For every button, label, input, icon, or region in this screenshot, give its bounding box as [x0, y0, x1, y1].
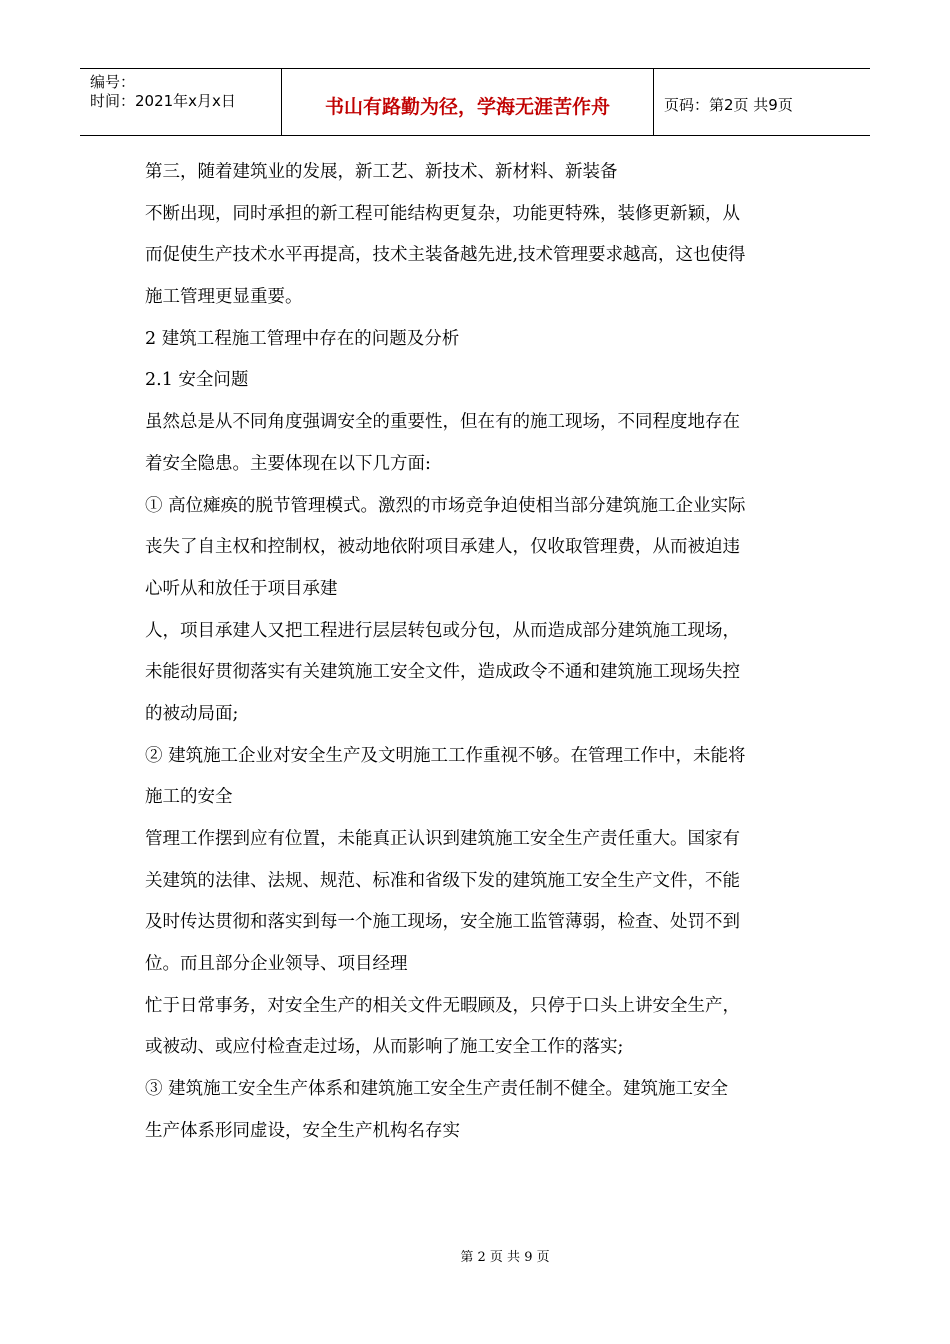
header-motto-cell: [282, 69, 654, 135]
body-line: 而促使生产技术水平再提高，技术主装备越先进,技术管理要求越高，这也使得: [145, 245, 746, 266]
body-line: 虽然总是从不同角度强调安全的重要性，但在有的施工现场，不同程度地存在: [145, 412, 740, 433]
body-line: 或被动、或应付检查走过场，从而影响了施工安全工作的落实;: [145, 1037, 624, 1058]
body-line: 着安全隐患。主要体现在以下几方面:: [145, 453, 431, 474]
body-line: 第三，随着建筑业的发展，新工艺、新技术、新材料、新装备: [145, 162, 618, 182]
page-footer: [0, 1246, 950, 1265]
body-line: 的被动局面;: [145, 703, 239, 724]
body-line: 关建筑的法律、法规、规范、标准和省级下发的建筑施工安全生产文件，不能: [145, 870, 740, 891]
body-line: 管理工作摆到应有位置，未能真正认识到建筑施工安全生产责任重大。国家有: [145, 829, 740, 849]
body-line: 心听从和放任于项目承建: [145, 578, 338, 599]
document-body: [145, 152, 825, 1153]
body-line: 位。而且部分企业领导、项目经理: [145, 954, 408, 975]
body-line: ② 建筑施工企业对安全生产及文明施工工作重视不够。在管理工作中，未能将: [145, 745, 746, 766]
header-page-cell: [654, 69, 870, 135]
body-line: 不断出现，同时承担的新工程可能结构更复杂，功能更特殊，装修更新颖，从: [145, 203, 740, 224]
header-meta-cell: [80, 69, 282, 135]
footer-page-number: 第 2 页 共 9 页: [460, 1250, 550, 1265]
date-label: 时间：2021年x月x日: [90, 92, 236, 110]
body-line: 生产体系形同虚设，安全生产机构名存实: [145, 1120, 460, 1141]
body-line: 未能很好贯彻落实有关建筑施工安全文件，造成政令不通和建筑施工现场失控: [145, 662, 740, 683]
body-line: 及时传达贯彻和落实到每一个施工现场，安全施工监管薄弱，检查、处罚不到: [145, 912, 740, 933]
body-line: 施工的安全: [145, 787, 233, 808]
page-info: 页码：第2页 共9页: [664, 95, 793, 114]
body-line: 施工管理更显重要。: [145, 287, 303, 308]
body-line: 忙于日常事务，对安全生产的相关文件无暇顾及，只停于口头上讲安全生产，: [145, 995, 740, 1016]
page-header: [80, 68, 870, 136]
motto-text: 书山有路勤为径，学海无涯苦作舟: [324, 95, 610, 118]
body-line: 人，项目承建人又把工程进行层层转包或分包，从而造成部分建筑施工现场，: [145, 620, 740, 641]
subsection-heading: 2.1 安全问题: [145, 370, 249, 391]
body-line: ① 高位瘫痪的脱节管理模式。激烈的市场竞争迫使相当部分建筑施工企业实际: [145, 495, 746, 516]
body-line: 丧失了自主权和控制权，被动地依附项目承建人，仅收取管理费，从而被迫违: [145, 537, 740, 558]
code-label: 编号：: [90, 73, 136, 91]
section-heading: 2 建筑工程施工管理中存在的问题及分析: [145, 328, 460, 349]
body-line: ③ 建筑施工安全生产体系和建筑施工安全生产责任制不健全。建筑施工安全: [145, 1079, 729, 1100]
